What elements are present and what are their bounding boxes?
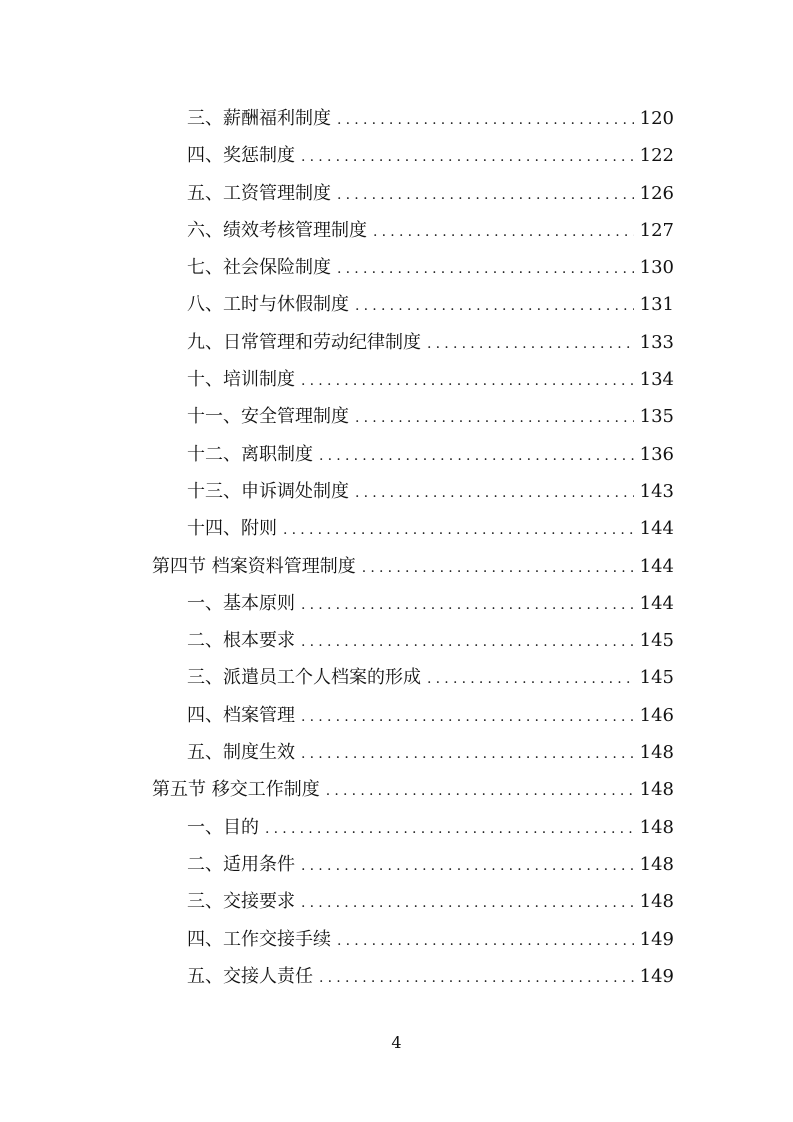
toc-entry[interactable] [152,473,674,510]
page-number: 4 [391,1033,402,1052]
toc-entry-title: 二、根本要求 [187,630,295,652]
toc-entry[interactable] [152,659,674,696]
toc-dot-leader [319,438,634,475]
toc-entry-title: 七、社会保险制度 [187,257,331,279]
table-of-contents [152,100,674,995]
toc-dot-leader [301,139,634,176]
toc-entry[interactable] [152,846,674,883]
toc-entry-title: 四、奖惩制度 [187,145,295,167]
toc-dot-leader [301,736,634,773]
toc-entry[interactable] [152,361,674,398]
toc-dot-leader [337,251,634,288]
toc-entry-page: 148 [639,853,674,875]
toc-entry-title: 六、绩效考核管理制度 [187,219,367,241]
toc-entry-page: 149 [639,928,674,950]
toc-entry-title: 九、日常管理和劳动纪律制度 [187,331,421,353]
toc-dot-leader [337,923,634,960]
toc-dot-leader [265,811,634,848]
toc-entry-page: 148 [639,891,674,913]
toc-entry-title: 一、基本原则 [187,592,295,614]
toc-dot-leader [283,512,634,549]
toc-entry-title: 四、档案管理 [187,704,295,726]
toc-entry-page: 120 [639,108,674,129]
toc-entry-title: 三、交接要求 [187,891,295,913]
toc-dot-leader [301,587,634,624]
toc-dot-leader [427,326,634,363]
toc-entry-page: 136 [639,443,674,465]
toc-dot-leader [373,214,634,251]
toc-dot-leader [427,661,634,698]
toc-entry[interactable] [152,137,674,174]
toc-dot-leader [337,177,634,214]
toc-entry-page: 148 [639,779,674,801]
toc-entry-title: 十三、申诉调处制度 [187,480,349,502]
toc-entry-page: 145 [639,667,674,689]
toc-dot-leader [301,699,634,736]
toc-entry-title: 第四节 档案资料管理制度 [152,555,356,577]
toc-entry-title: 五、制度生效 [187,742,295,764]
toc-entry[interactable] [152,958,674,995]
toc-entry-page: 144 [639,518,674,540]
toc-entry[interactable] [152,100,674,137]
toc-entry-page: 146 [639,704,674,726]
toc-dot-leader [319,960,634,997]
toc-entry[interactable] [152,510,674,547]
toc-entry[interactable] [152,175,674,212]
toc-dot-leader [301,885,634,922]
toc-entry-page: 144 [639,555,674,577]
toc-entry[interactable] [152,436,674,473]
toc-entry-page: 130 [639,257,674,279]
toc-dot-leader [301,624,634,661]
toc-entry-page: 143 [639,480,674,502]
toc-entry[interactable] [152,398,674,435]
toc-entry-title: 四、工作交接手续 [187,928,331,950]
toc-entry[interactable] [152,324,674,361]
toc-entry-page: 144 [639,592,674,614]
toc-entry[interactable] [152,921,674,958]
toc-dot-leader [355,400,634,437]
toc-entry-title: 一、目的 [187,816,259,838]
toc-entry-title: 十一、安全管理制度 [187,406,349,428]
toc-entry[interactable] [152,249,674,286]
toc-section-entry[interactable] [152,771,674,808]
toc-entry[interactable] [152,697,674,734]
toc-section-entry[interactable] [152,548,674,585]
toc-entry[interactable] [152,286,674,323]
toc-entry-page: 148 [639,742,674,764]
toc-entry-title: 十四、附则 [187,518,277,540]
toc-dot-leader [301,848,634,885]
toc-entry[interactable] [152,734,674,771]
toc-entry-title: 八、工时与休假制度 [187,294,349,316]
toc-entry-page: 149 [639,965,674,987]
toc-entry-page: 127 [639,219,674,241]
toc-entry-page: 131 [639,294,674,316]
toc-entry-page: 148 [639,816,674,838]
toc-entry-page: 134 [639,369,674,391]
toc-entry[interactable] [152,883,674,920]
toc-entry-page: 133 [639,331,674,353]
toc-dot-leader [355,288,634,325]
toc-entry-page: 126 [639,182,674,204]
toc-entry-title: 第五节 移交工作制度 [152,779,320,801]
toc-entry-title: 五、工资管理制度 [187,182,331,204]
toc-entry-title: 五、交接人责任 [187,965,313,987]
toc-entry[interactable] [152,212,674,249]
toc-entry-title: 二、适用条件 [187,853,295,875]
toc-entry-title: 十、培训制度 [187,369,295,391]
toc-dot-leader [337,102,634,139]
toc-entry-page: 122 [639,145,674,167]
toc-dot-leader [362,550,634,587]
toc-entry-page: 135 [639,406,674,428]
toc-entry-page: 145 [639,630,674,652]
toc-dot-leader [326,773,634,810]
toc-entry-title: 三、薪酬福利制度 [187,108,331,129]
toc-entry-title: 三、派遣员工个人档案的形成 [187,667,421,689]
toc-dot-leader [355,475,634,512]
toc-dot-leader [301,363,634,400]
toc-entry[interactable] [152,809,674,846]
toc-entry-title: 十二、离职制度 [187,443,313,465]
toc-entry[interactable] [152,622,674,659]
toc-entry[interactable] [152,585,674,622]
